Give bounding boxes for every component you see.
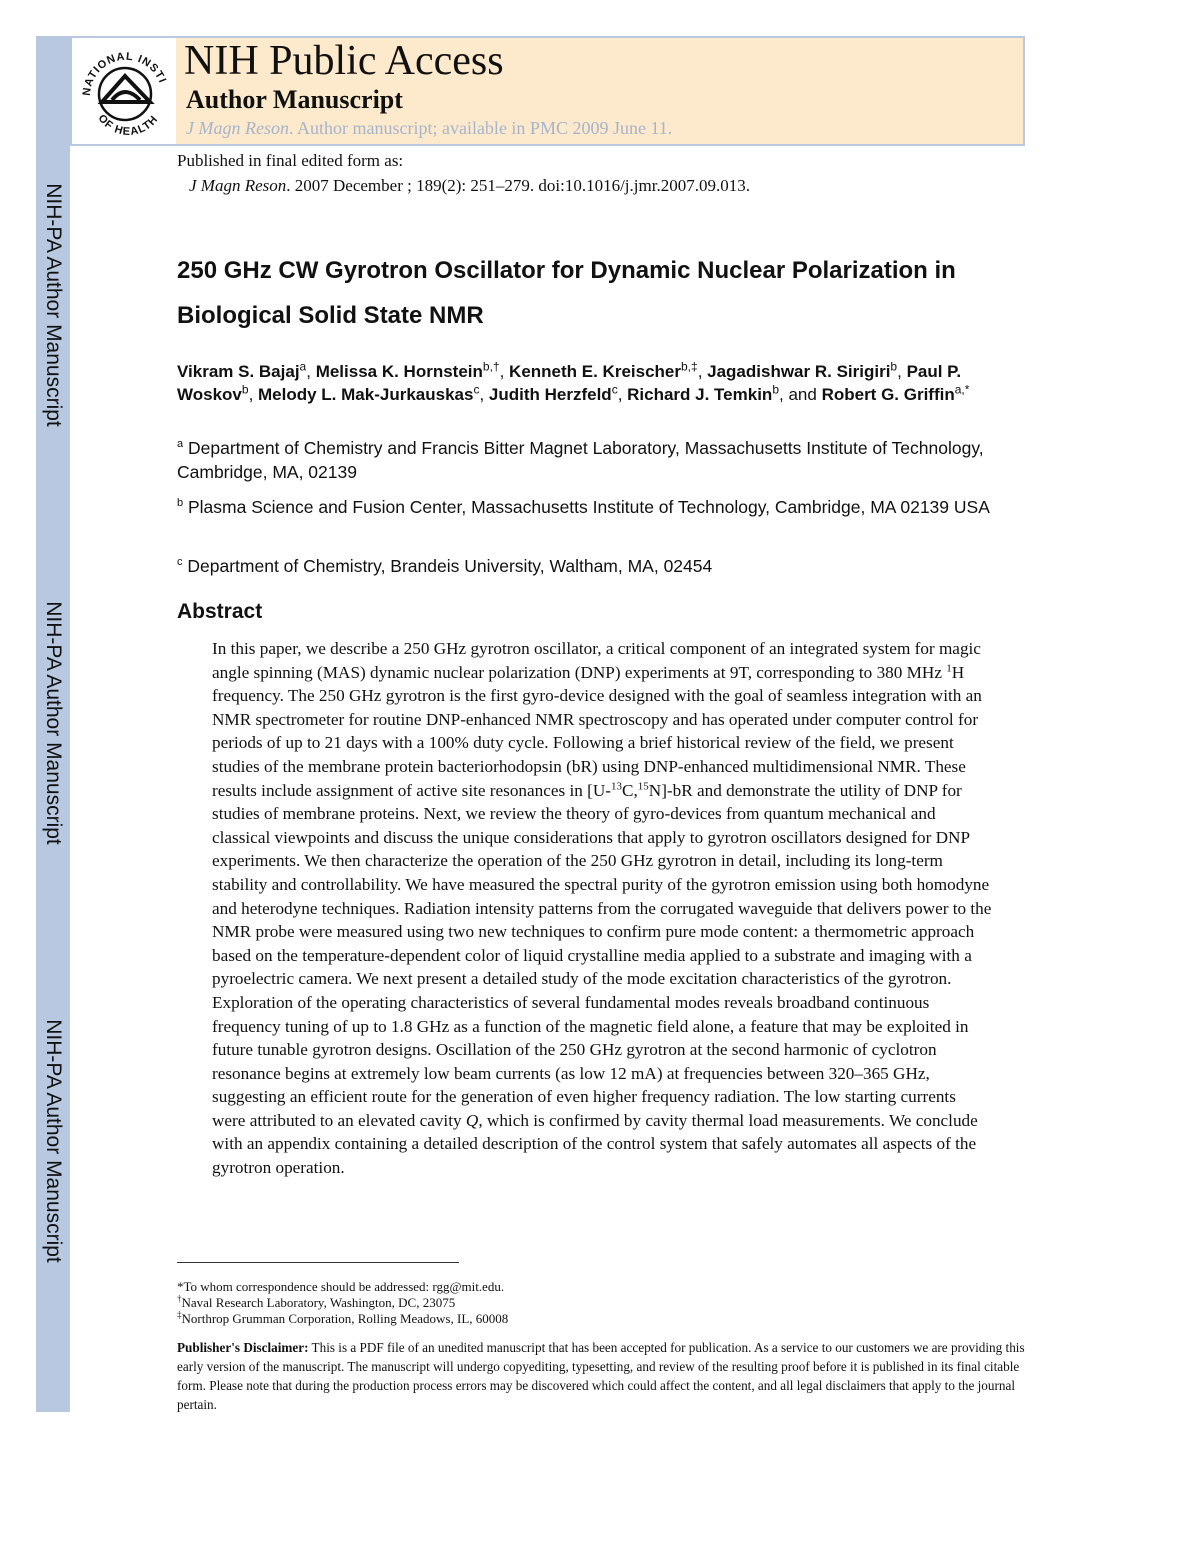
- banner-availability: J Magn Reson. Author manuscript; available in PMC 2009 June 11.: [186, 118, 673, 138]
- footnotes: [177, 1279, 1017, 1327]
- author: Vikram S. Bajaj$^a$,: [177, 359, 316, 381]
- author: Kenneth E. Kreischer$^{b,\ddagger}$,: [509, 359, 708, 381]
- abstract-body: In this paper, we describe a 250 GHz gyrotron oscillator, a critical component of an integrated system for magic angle spinning (MAS) dynamic nuclear polarization (DNP) experiments at 9T, corresponding to 380 MHz $^1$H frequency. The 250 GHz gyrotron is the first gyro-device designed with the goal of seamless integration with an NMR spectrometer for routine DNP-enhanced NMR spectroscopy and has operated under computer control for periods of up to 21 days with a 100% duty cycle. Following a brief historical review of the field, we present studies of the membrane protein bacteriorhodopsin (bR) using DNP-enhanced multidimensional NMR. These results include assignment of active site resonances in [U-$^{13}$C,$^{15}$N]-bR and demonstrate the utility of DNP for studies of membrane proteins. Next, we review the theory of gyro-devices from quantum mechanical and classical viewpoints and discuss the unique considerations that apply to gyrotron oscillators designed for DNP experiments. We then characterize the operation of the 250 GHz gyrotron in detail, including its long-term stability and controllability. We have measured the spectral purity of the gyrotron emission using both homodyne and heterodyne techniques. Radiation intensity patterns from the corrugated waveguide that delivers power to the NMR probe were measured using two new techniques to confirm pure mode content: a thermometric approach based on the temperature-dependent color of liquid crystalline media applied to a substrate and imaging with a pyroelectric camera. We next present a detailed study of the mode excitation characteristics of the gyrotron. Exploration of the operating characteristics of several fundamental modes reveals broadband continuous frequency tuning of up to 1.8 GHz as a function of the magnetic field alone, a feature that may be exploited in future tunable gyrotron designs. Oscillation of the 250 GHz gyrotron at the second harmonic of cyclotron resonance begins at extremely low beam currents (as low 12 mA) at frequencies between 320–365 GHz, suggesting an efficient route for the generation of even higher frequency radiation. The low starting currents were attributed to an elevated cavity Q, which is confirmed by cavity thermal load measurements. We conclude with an appendix containing a detailed description of the control system that safely automates all aspects of the gyrotron operation.: [212, 639, 992, 1178]
- abstract-heading: Abstract: [177, 600, 263, 623]
- paper-title: 250 GHz CW Gyrotron Oscillator for Dynamic Nuclear Polarization in Biological Solid State NMR: [177, 257, 956, 329]
- svg-text:OF HEALTH: OF HEALTH: [95, 112, 161, 138]
- author-list: [177, 360, 997, 406]
- publisher-disclaimer: Publisher's Disclaimer: This is a PDF file of an unedited manuscript that has been accepted for publication. As a service to our customers we are providing this early version of the manuscript. The manuscript will undergo copyediting, typesetting, and review of the resulting proof before it is published in its final citable form. Please note that during the production process errors may be discovered which could affect the content, and all legal disclaimers that apply to the journal pertain.: [177, 1340, 1025, 1412]
- footnote: *To whom correspondence should be addressed: rgg@mit.edu.: [177, 1279, 505, 1294]
- author: Jagadishwar R. Sirigiri$^b$,: [707, 359, 907, 381]
- nih-seal-icon: [74, 40, 176, 144]
- banner-subtitle: Author Manuscript: [186, 85, 403, 114]
- nih-logo: [74, 40, 176, 144]
- svg-text:NATIONAL INSTITUTES: NATIONAL INSTI: [80, 50, 169, 97]
- author: Paul P. Woskov$^b$,: [177, 362, 962, 404]
- footnote: †Naval Research Laboratory, Washington, DC, 23075: [177, 1293, 456, 1310]
- affiliation-a: $^a$ Department of Chemistry and Francis Bitter Magnet Laboratory, Massachusetts Institute of Technology, Cambridge, MA, 02139: [177, 438, 984, 482]
- author: Robert G. Griffin$^{a,*}$: [821, 382, 970, 404]
- author: Melissa K. Hornstein$^{b,\dagger}$,: [315, 359, 510, 381]
- footnote: ‡Northrop Grumman Corporation, Rolling Meadows, IL, 60008: [177, 1309, 509, 1326]
- published-label: Published in final edited form as:: [177, 151, 404, 170]
- footnote-divider: [177, 1262, 459, 1263]
- affiliation-b: $^b$ Plasma Science and Fusion Center, Massachusetts Institute of Technology, Cambridge, MA 02139 USA: [177, 497, 990, 517]
- published-citation: J Magn Reson. 2007 December ; 189(2): 251–279. doi:10.1016/j.jmr.2007.09.013.: [189, 176, 750, 195]
- affiliation-c: $^c$ Department of Chemistry, Brandeis University, Waltham, MA, 02454: [177, 556, 713, 576]
- author: Richard J. Temkin$^b$, and: [627, 382, 822, 404]
- banner-title: NIH Public Access: [184, 38, 504, 84]
- author: Melody L. Mak-Jurkauskas$^c$,: [258, 382, 489, 404]
- author: Judith Herzfeld$^c$,: [488, 382, 628, 404]
